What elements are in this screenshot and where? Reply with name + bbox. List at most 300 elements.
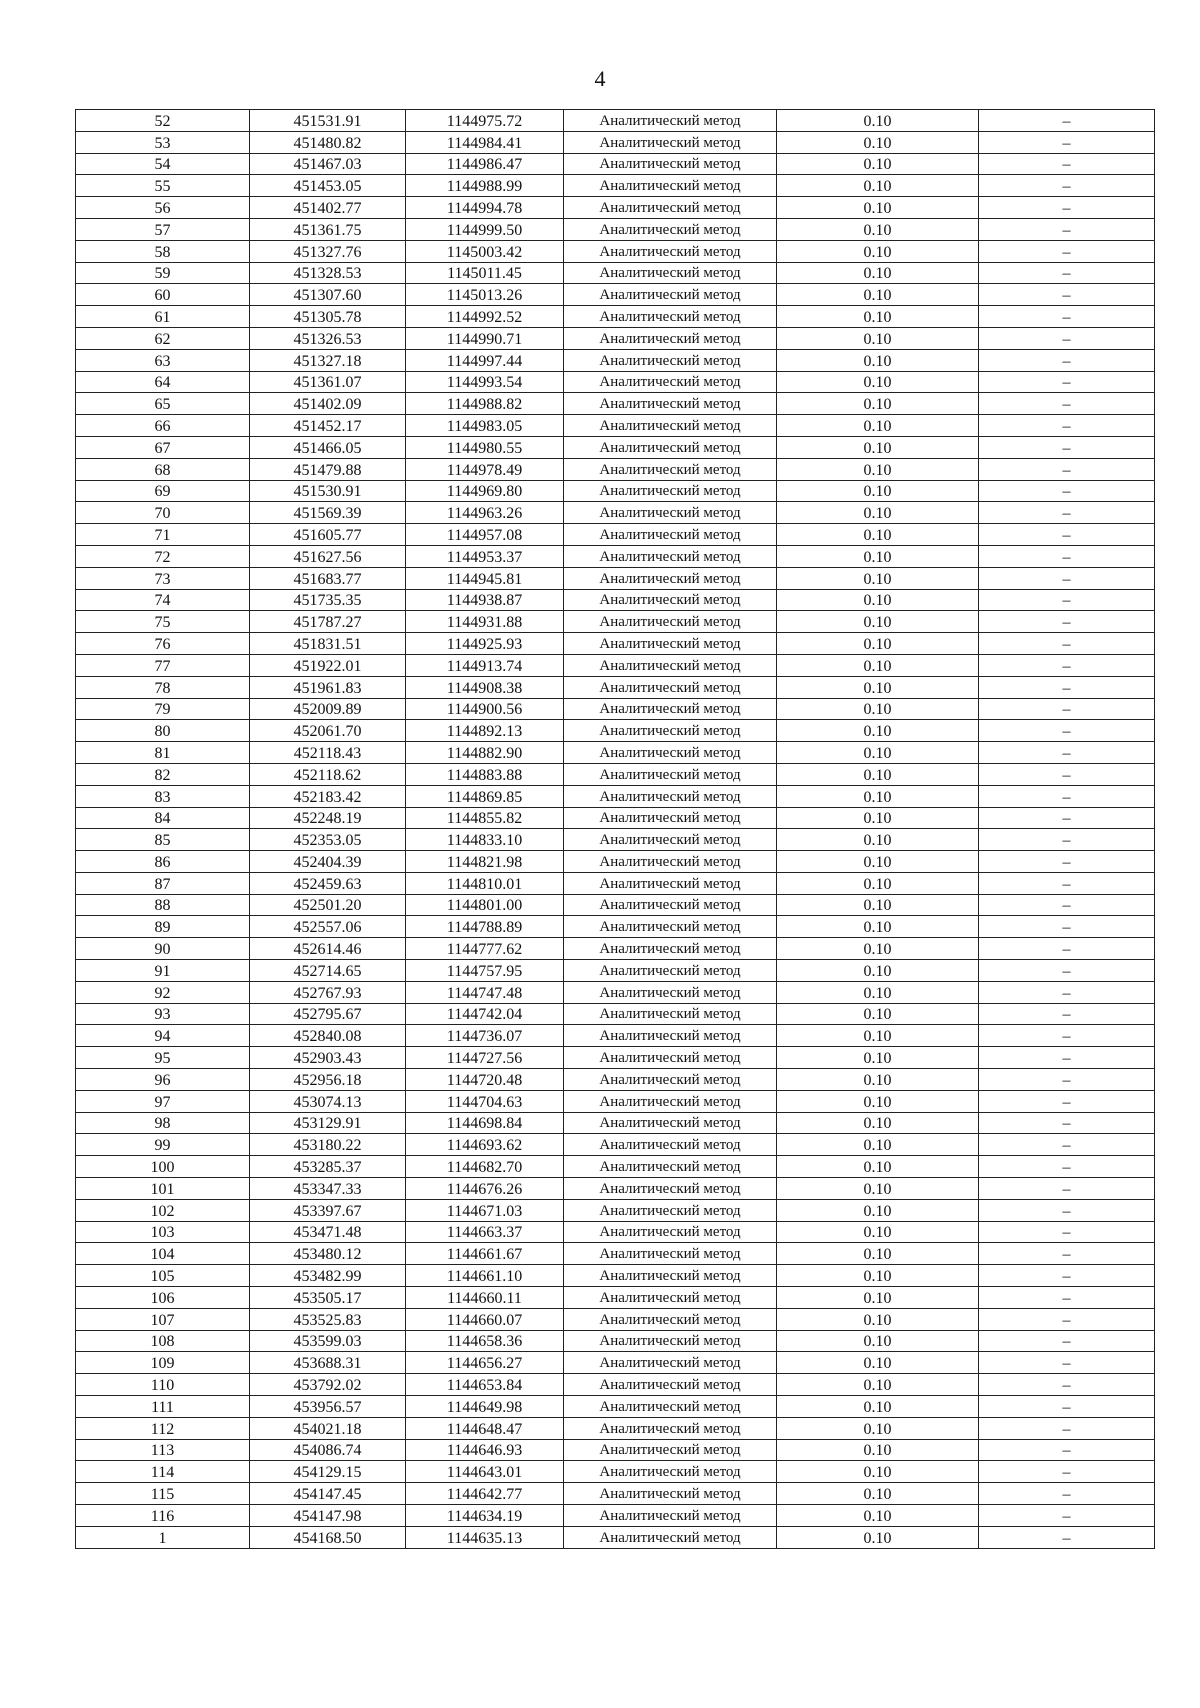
point-number-cell: 104 xyxy=(76,1243,250,1265)
x-coordinate-cell: 453525.83 xyxy=(250,1308,406,1330)
table-row xyxy=(76,545,1155,567)
y-coordinate-cell: 1144777.62 xyxy=(406,938,564,960)
description-cell: – xyxy=(979,349,1155,371)
accuracy-cell: 0.10 xyxy=(777,872,979,894)
method-cell: Аналитический метод xyxy=(564,1156,777,1178)
y-coordinate-cell: 1144663.37 xyxy=(406,1221,564,1243)
description-cell: – xyxy=(979,1178,1155,1200)
description-cell: – xyxy=(979,327,1155,349)
point-number-cell: 56 xyxy=(76,197,250,219)
table-row xyxy=(76,1025,1155,1047)
method-cell: Аналитический метод xyxy=(564,306,777,328)
x-coordinate-cell: 452614.46 xyxy=(250,938,406,960)
method-cell: Аналитический метод xyxy=(564,1505,777,1527)
y-coordinate-cell: 1144788.89 xyxy=(406,916,564,938)
accuracy-cell: 0.10 xyxy=(777,851,979,873)
description-cell: – xyxy=(979,1505,1155,1527)
description-cell: – xyxy=(979,698,1155,720)
accuracy-cell: 0.10 xyxy=(777,654,979,676)
accuracy-cell: 0.10 xyxy=(777,480,979,502)
accuracy-cell: 0.10 xyxy=(777,1069,979,1091)
method-cell: Аналитический метод xyxy=(564,502,777,524)
description-cell: – xyxy=(979,872,1155,894)
accuracy-cell: 0.10 xyxy=(777,1396,979,1418)
table-row xyxy=(76,262,1155,284)
description-cell: – xyxy=(979,1308,1155,1330)
x-coordinate-cell: 453792.02 xyxy=(250,1374,406,1396)
accuracy-cell: 0.10 xyxy=(777,415,979,437)
description-cell: – xyxy=(979,633,1155,655)
y-coordinate-cell: 1144747.48 xyxy=(406,981,564,1003)
method-cell: Аналитический метод xyxy=(564,480,777,502)
method-cell: Аналитический метод xyxy=(564,807,777,829)
point-number-cell: 79 xyxy=(76,698,250,720)
description-cell: – xyxy=(979,262,1155,284)
x-coordinate-cell: 452501.20 xyxy=(250,894,406,916)
y-coordinate-cell: 1144953.37 xyxy=(406,545,564,567)
accuracy-cell: 0.10 xyxy=(777,1308,979,1330)
table-row xyxy=(76,502,1155,524)
accuracy-cell: 0.10 xyxy=(777,110,979,132)
x-coordinate-cell: 452795.67 xyxy=(250,1003,406,1025)
description-cell: – xyxy=(979,589,1155,611)
accuracy-cell: 0.10 xyxy=(777,1483,979,1505)
point-number-cell: 71 xyxy=(76,524,250,546)
point-number-cell: 77 xyxy=(76,654,250,676)
x-coordinate-cell: 452183.42 xyxy=(250,785,406,807)
method-cell: Аналитический метод xyxy=(564,1265,777,1287)
table-row xyxy=(76,153,1155,175)
method-cell: Аналитический метод xyxy=(564,938,777,960)
y-coordinate-cell: 1145013.26 xyxy=(406,284,564,306)
accuracy-cell: 0.10 xyxy=(777,197,979,219)
method-cell: Аналитический метод xyxy=(564,240,777,262)
point-number-cell: 84 xyxy=(76,807,250,829)
x-coordinate-cell: 451961.83 xyxy=(250,676,406,698)
x-coordinate-cell: 452956.18 xyxy=(250,1069,406,1091)
y-coordinate-cell: 1144925.93 xyxy=(406,633,564,655)
method-cell: Аналитический метод xyxy=(564,262,777,284)
x-coordinate-cell: 453397.67 xyxy=(250,1199,406,1221)
accuracy-cell: 0.10 xyxy=(777,436,979,458)
point-number-cell: 98 xyxy=(76,1112,250,1134)
coordinates-table-body xyxy=(76,110,1155,1549)
method-cell: Аналитический метод xyxy=(564,872,777,894)
x-coordinate-cell: 452248.19 xyxy=(250,807,406,829)
x-coordinate-cell: 454129.15 xyxy=(250,1461,406,1483)
x-coordinate-cell: 451402.09 xyxy=(250,393,406,415)
point-number-cell: 1 xyxy=(76,1526,250,1548)
table-row xyxy=(76,981,1155,1003)
description-cell: – xyxy=(979,545,1155,567)
x-coordinate-cell: 453471.48 xyxy=(250,1221,406,1243)
point-number-cell: 78 xyxy=(76,676,250,698)
y-coordinate-cell: 1144676.26 xyxy=(406,1178,564,1200)
accuracy-cell: 0.10 xyxy=(777,240,979,262)
y-coordinate-cell: 1144992.52 xyxy=(406,306,564,328)
y-coordinate-cell: 1144642.77 xyxy=(406,1483,564,1505)
table-row xyxy=(76,175,1155,197)
description-cell: – xyxy=(979,894,1155,916)
table-row xyxy=(76,1243,1155,1265)
description-cell: – xyxy=(979,458,1155,480)
method-cell: Аналитический метод xyxy=(564,763,777,785)
x-coordinate-cell: 452714.65 xyxy=(250,960,406,982)
point-number-cell: 58 xyxy=(76,240,250,262)
point-number-cell: 69 xyxy=(76,480,250,502)
x-coordinate-cell: 452061.70 xyxy=(250,720,406,742)
table-row xyxy=(76,1439,1155,1461)
x-coordinate-cell: 452459.63 xyxy=(250,872,406,894)
point-number-cell: 73 xyxy=(76,567,250,589)
accuracy-cell: 0.10 xyxy=(777,807,979,829)
description-cell: – xyxy=(979,1265,1155,1287)
x-coordinate-cell: 453956.57 xyxy=(250,1396,406,1418)
y-coordinate-cell: 1144646.93 xyxy=(406,1439,564,1461)
method-cell: Аналитический метод xyxy=(564,916,777,938)
method-cell: Аналитический метод xyxy=(564,1287,777,1309)
point-number-cell: 101 xyxy=(76,1178,250,1200)
point-number-cell: 110 xyxy=(76,1374,250,1396)
method-cell: Аналитический метод xyxy=(564,1090,777,1112)
method-cell: Аналитический метод xyxy=(564,458,777,480)
accuracy-cell: 0.10 xyxy=(777,327,979,349)
accuracy-cell: 0.10 xyxy=(777,1112,979,1134)
y-coordinate-cell: 1144957.08 xyxy=(406,524,564,546)
y-coordinate-cell: 1144693.62 xyxy=(406,1134,564,1156)
table-row xyxy=(76,197,1155,219)
method-cell: Аналитический метод xyxy=(564,1483,777,1505)
table-row xyxy=(76,1483,1155,1505)
table-row xyxy=(76,1265,1155,1287)
table-row xyxy=(76,1134,1155,1156)
table-row xyxy=(76,611,1155,633)
accuracy-cell: 0.10 xyxy=(777,1330,979,1352)
description-cell: – xyxy=(979,110,1155,132)
table-row xyxy=(76,785,1155,807)
point-number-cell: 95 xyxy=(76,1047,250,1069)
x-coordinate-cell: 451787.27 xyxy=(250,611,406,633)
y-coordinate-cell: 1144997.44 xyxy=(406,349,564,371)
method-cell: Аналитический метод xyxy=(564,1417,777,1439)
table-row xyxy=(76,633,1155,655)
y-coordinate-cell: 1144999.50 xyxy=(406,218,564,240)
description-cell: – xyxy=(979,240,1155,262)
point-number-cell: 111 xyxy=(76,1396,250,1418)
accuracy-cell: 0.10 xyxy=(777,763,979,785)
description-cell: – xyxy=(979,175,1155,197)
accuracy-cell: 0.10 xyxy=(777,1047,979,1069)
method-cell: Аналитический метод xyxy=(564,1243,777,1265)
point-number-cell: 105 xyxy=(76,1265,250,1287)
point-number-cell: 93 xyxy=(76,1003,250,1025)
table-row xyxy=(76,240,1155,262)
y-coordinate-cell: 1144994.78 xyxy=(406,197,564,219)
y-coordinate-cell: 1144908.38 xyxy=(406,676,564,698)
description-cell: – xyxy=(979,1439,1155,1461)
x-coordinate-cell: 452009.89 xyxy=(250,698,406,720)
method-cell: Аналитический метод xyxy=(564,1461,777,1483)
accuracy-cell: 0.10 xyxy=(777,633,979,655)
table-row xyxy=(76,1112,1155,1134)
x-coordinate-cell: 454168.50 xyxy=(250,1526,406,1548)
x-coordinate-cell: 452903.43 xyxy=(250,1047,406,1069)
method-cell: Аналитический метод xyxy=(564,218,777,240)
method-cell: Аналитический метод xyxy=(564,284,777,306)
description-cell: – xyxy=(979,1526,1155,1548)
description-cell: – xyxy=(979,1483,1155,1505)
accuracy-cell: 0.10 xyxy=(777,306,979,328)
method-cell: Аналитический метод xyxy=(564,110,777,132)
table-row xyxy=(76,393,1155,415)
point-number-cell: 97 xyxy=(76,1090,250,1112)
description-cell: – xyxy=(979,807,1155,829)
y-coordinate-cell: 1144892.13 xyxy=(406,720,564,742)
x-coordinate-cell: 451683.77 xyxy=(250,567,406,589)
point-number-cell: 82 xyxy=(76,763,250,785)
y-coordinate-cell: 1144821.98 xyxy=(406,851,564,873)
method-cell: Аналитический метод xyxy=(564,1025,777,1047)
y-coordinate-cell: 1144801.00 xyxy=(406,894,564,916)
point-number-cell: 83 xyxy=(76,785,250,807)
description-cell: – xyxy=(979,851,1155,873)
x-coordinate-cell: 454086.74 xyxy=(250,1439,406,1461)
table-row xyxy=(76,1178,1155,1200)
method-cell: Аналитический метод xyxy=(564,1526,777,1548)
point-number-cell: 70 xyxy=(76,502,250,524)
table-row xyxy=(76,524,1155,546)
point-number-cell: 62 xyxy=(76,327,250,349)
description-cell: – xyxy=(979,916,1155,938)
y-coordinate-cell: 1144988.82 xyxy=(406,393,564,415)
accuracy-cell: 0.10 xyxy=(777,218,979,240)
accuracy-cell: 0.10 xyxy=(777,153,979,175)
x-coordinate-cell: 452840.08 xyxy=(250,1025,406,1047)
description-cell: – xyxy=(979,524,1155,546)
description-cell: – xyxy=(979,676,1155,698)
x-coordinate-cell: 454147.98 xyxy=(250,1505,406,1527)
y-coordinate-cell: 1144649.98 xyxy=(406,1396,564,1418)
point-number-cell: 61 xyxy=(76,306,250,328)
method-cell: Аналитический метод xyxy=(564,175,777,197)
description-cell: – xyxy=(979,1417,1155,1439)
description-cell: – xyxy=(979,654,1155,676)
table-row xyxy=(76,436,1155,458)
accuracy-cell: 0.10 xyxy=(777,349,979,371)
accuracy-cell: 0.10 xyxy=(777,1287,979,1309)
method-cell: Аналитический метод xyxy=(564,698,777,720)
accuracy-cell: 0.10 xyxy=(777,371,979,393)
table-row xyxy=(76,1374,1155,1396)
y-coordinate-cell: 1144635.13 xyxy=(406,1526,564,1548)
x-coordinate-cell: 451452.17 xyxy=(250,415,406,437)
y-coordinate-cell: 1144988.99 xyxy=(406,175,564,197)
x-coordinate-cell: 451307.60 xyxy=(250,284,406,306)
method-cell: Аналитический метод xyxy=(564,567,777,589)
description-cell: – xyxy=(979,785,1155,807)
description-cell: – xyxy=(979,1025,1155,1047)
description-cell: – xyxy=(979,153,1155,175)
point-number-cell: 66 xyxy=(76,415,250,437)
x-coordinate-cell: 453688.31 xyxy=(250,1352,406,1374)
accuracy-cell: 0.10 xyxy=(777,545,979,567)
accuracy-cell: 0.10 xyxy=(777,1265,979,1287)
x-coordinate-cell: 453180.22 xyxy=(250,1134,406,1156)
accuracy-cell: 0.10 xyxy=(777,1505,979,1527)
y-coordinate-cell: 1145003.42 xyxy=(406,240,564,262)
table-row xyxy=(76,1505,1155,1527)
table-row xyxy=(76,654,1155,676)
accuracy-cell: 0.10 xyxy=(777,1025,979,1047)
description-cell: – xyxy=(979,1069,1155,1091)
point-number-cell: 85 xyxy=(76,829,250,851)
description-cell: – xyxy=(979,1461,1155,1483)
table-row xyxy=(76,720,1155,742)
y-coordinate-cell: 1144990.71 xyxy=(406,327,564,349)
y-coordinate-cell: 1144698.84 xyxy=(406,1112,564,1134)
point-number-cell: 116 xyxy=(76,1505,250,1527)
method-cell: Аналитический метод xyxy=(564,1112,777,1134)
method-cell: Аналитический метод xyxy=(564,829,777,851)
x-coordinate-cell: 453505.17 xyxy=(250,1287,406,1309)
accuracy-cell: 0.10 xyxy=(777,589,979,611)
description-cell: – xyxy=(979,1287,1155,1309)
description-cell: – xyxy=(979,1352,1155,1374)
point-number-cell: 96 xyxy=(76,1069,250,1091)
table-row xyxy=(76,480,1155,502)
description-cell: – xyxy=(979,1112,1155,1134)
accuracy-cell: 0.10 xyxy=(777,1178,979,1200)
x-coordinate-cell: 452118.62 xyxy=(250,763,406,785)
x-coordinate-cell: 451467.03 xyxy=(250,153,406,175)
y-coordinate-cell: 1144653.84 xyxy=(406,1374,564,1396)
table-row xyxy=(76,829,1155,851)
point-number-cell: 90 xyxy=(76,938,250,960)
method-cell: Аналитический метод xyxy=(564,589,777,611)
x-coordinate-cell: 451361.75 xyxy=(250,218,406,240)
table-row xyxy=(76,1417,1155,1439)
y-coordinate-cell: 1144913.74 xyxy=(406,654,564,676)
accuracy-cell: 0.10 xyxy=(777,960,979,982)
point-number-cell: 52 xyxy=(76,110,250,132)
method-cell: Аналитический метод xyxy=(564,1439,777,1461)
table-row xyxy=(76,851,1155,873)
accuracy-cell: 0.10 xyxy=(777,720,979,742)
table-row xyxy=(76,1047,1155,1069)
method-cell: Аналитический метод xyxy=(564,894,777,916)
description-cell: – xyxy=(979,829,1155,851)
x-coordinate-cell: 451361.07 xyxy=(250,371,406,393)
description-cell: – xyxy=(979,567,1155,589)
table-row xyxy=(76,458,1155,480)
x-coordinate-cell: 451305.78 xyxy=(250,306,406,328)
point-number-cell: 114 xyxy=(76,1461,250,1483)
method-cell: Аналитический метод xyxy=(564,197,777,219)
x-coordinate-cell: 451466.05 xyxy=(250,436,406,458)
x-coordinate-cell: 453285.37 xyxy=(250,1156,406,1178)
y-coordinate-cell: 1144727.56 xyxy=(406,1047,564,1069)
y-coordinate-cell: 1144900.56 xyxy=(406,698,564,720)
description-cell: – xyxy=(979,981,1155,1003)
accuracy-cell: 0.10 xyxy=(777,1417,979,1439)
point-number-cell: 80 xyxy=(76,720,250,742)
accuracy-cell: 0.10 xyxy=(777,698,979,720)
y-coordinate-cell: 1144660.11 xyxy=(406,1287,564,1309)
description-cell: – xyxy=(979,415,1155,437)
y-coordinate-cell: 1144720.48 xyxy=(406,1069,564,1091)
method-cell: Аналитический метод xyxy=(564,1330,777,1352)
x-coordinate-cell: 452404.39 xyxy=(250,851,406,873)
method-cell: Аналитический метод xyxy=(564,720,777,742)
x-coordinate-cell: 451530.91 xyxy=(250,480,406,502)
point-number-cell: 91 xyxy=(76,960,250,982)
y-coordinate-cell: 1144810.01 xyxy=(406,872,564,894)
point-number-cell: 59 xyxy=(76,262,250,284)
description-cell: – xyxy=(979,436,1155,458)
method-cell: Аналитический метод xyxy=(564,1047,777,1069)
y-coordinate-cell: 1144983.05 xyxy=(406,415,564,437)
table-row xyxy=(76,1330,1155,1352)
method-cell: Аналитический метод xyxy=(564,1069,777,1091)
point-number-cell: 86 xyxy=(76,851,250,873)
point-number-cell: 68 xyxy=(76,458,250,480)
accuracy-cell: 0.10 xyxy=(777,1352,979,1374)
point-number-cell: 75 xyxy=(76,611,250,633)
y-coordinate-cell: 1144931.88 xyxy=(406,611,564,633)
description-cell: – xyxy=(979,218,1155,240)
y-coordinate-cell: 1144986.47 xyxy=(406,153,564,175)
point-number-cell: 103 xyxy=(76,1221,250,1243)
y-coordinate-cell: 1144742.04 xyxy=(406,1003,564,1025)
accuracy-cell: 0.10 xyxy=(777,1221,979,1243)
table-row xyxy=(76,567,1155,589)
table-row xyxy=(76,1352,1155,1374)
table-row xyxy=(76,110,1155,132)
table-row xyxy=(76,131,1155,153)
y-coordinate-cell: 1144969.80 xyxy=(406,480,564,502)
description-cell: – xyxy=(979,1374,1155,1396)
point-number-cell: 106 xyxy=(76,1287,250,1309)
method-cell: Аналитический метод xyxy=(564,1003,777,1025)
description-cell: – xyxy=(979,1134,1155,1156)
y-coordinate-cell: 1144938.87 xyxy=(406,589,564,611)
description-cell: – xyxy=(979,960,1155,982)
accuracy-cell: 0.10 xyxy=(777,894,979,916)
description-cell: – xyxy=(979,1221,1155,1243)
y-coordinate-cell: 1144661.10 xyxy=(406,1265,564,1287)
x-coordinate-cell: 451735.35 xyxy=(250,589,406,611)
table-row xyxy=(76,1003,1155,1025)
x-coordinate-cell: 453482.99 xyxy=(250,1265,406,1287)
point-number-cell: 89 xyxy=(76,916,250,938)
y-coordinate-cell: 1144660.07 xyxy=(406,1308,564,1330)
table-row xyxy=(76,1069,1155,1091)
accuracy-cell: 0.10 xyxy=(777,1003,979,1025)
method-cell: Аналитический метод xyxy=(564,1134,777,1156)
table-row xyxy=(76,218,1155,240)
y-coordinate-cell: 1144978.49 xyxy=(406,458,564,480)
method-cell: Аналитический метод xyxy=(564,436,777,458)
accuracy-cell: 0.10 xyxy=(777,938,979,960)
method-cell: Аналитический метод xyxy=(564,371,777,393)
method-cell: Аналитический метод xyxy=(564,545,777,567)
point-number-cell: 99 xyxy=(76,1134,250,1156)
y-coordinate-cell: 1144757.95 xyxy=(406,960,564,982)
table-row xyxy=(76,284,1155,306)
point-number-cell: 67 xyxy=(76,436,250,458)
y-coordinate-cell: 1144963.26 xyxy=(406,502,564,524)
table-row xyxy=(76,916,1155,938)
